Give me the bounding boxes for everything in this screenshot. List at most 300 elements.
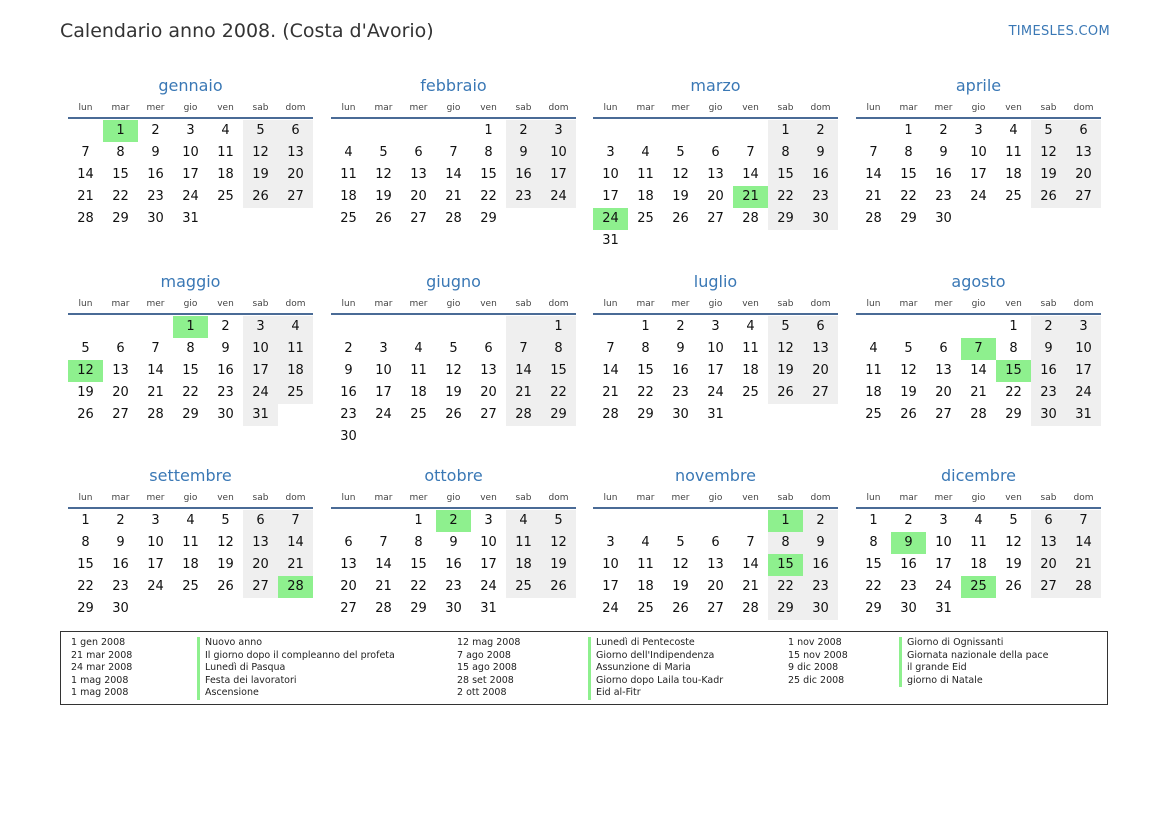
day-cell: 14	[375, 557, 392, 572]
weekday-label: dom	[285, 493, 306, 503]
empty-day-cell	[366, 510, 401, 532]
day-cell: 23	[340, 407, 357, 422]
weekday-label: ven	[742, 103, 759, 113]
weekday-label: mar	[111, 103, 130, 113]
weekday-label: mer	[409, 299, 428, 309]
brand-link[interactable]: TIMESLES.COM	[1008, 24, 1110, 39]
empty-day-cell	[698, 510, 733, 532]
holiday-day-cell: 12	[68, 360, 103, 382]
weekday-label: mar	[374, 299, 393, 309]
day-cell: 25	[637, 211, 654, 226]
day-cell: 27	[1066, 186, 1101, 208]
weekday-label: mar	[899, 493, 918, 503]
weekday-label: sab	[515, 299, 532, 309]
day-cell: 21	[147, 385, 164, 400]
empty-day-cell	[891, 316, 926, 338]
weekday-label: ven	[217, 103, 234, 113]
day-cell: 12	[375, 167, 392, 182]
day-cell: 22	[1005, 385, 1022, 400]
day-cell: 17	[375, 385, 392, 400]
day-cell: 29	[900, 211, 917, 226]
day-cell: 13	[410, 167, 427, 182]
month-maggio	[68, 271, 313, 426]
day-cell: 4	[869, 341, 878, 356]
legend-date-column	[788, 637, 848, 687]
day-cell: 28	[602, 407, 619, 422]
weekday-label: gio	[971, 103, 986, 113]
day-cell: 13	[803, 338, 838, 360]
day-cell: 26	[1005, 579, 1022, 594]
legend-holiday-name: Il giorno dopo il compleanno del profeta	[197, 650, 395, 663]
day-cell: 24	[480, 579, 497, 594]
day-cell: 21	[865, 189, 882, 204]
day-cell: 3	[606, 145, 615, 160]
day-cell: 23	[147, 189, 164, 204]
day-grid	[68, 120, 313, 230]
day-cell: 30	[340, 429, 357, 444]
day-cell: 11	[217, 145, 234, 160]
weekday-label: mer	[671, 493, 690, 503]
weekday-label: ven	[1005, 103, 1022, 113]
weekday-label: lun	[78, 299, 93, 309]
day-cell: 8	[541, 338, 576, 360]
weekday-label: gio	[183, 299, 198, 309]
month-marzo	[593, 75, 838, 252]
month-settembre	[68, 465, 313, 620]
day-cell: 10	[480, 535, 497, 550]
day-cell: 17	[707, 363, 724, 378]
day-cell: 29	[182, 407, 199, 422]
day-cell: 26	[672, 601, 689, 616]
day-cell: 31	[602, 233, 619, 248]
month-gennaio	[68, 75, 313, 230]
legend-holiday-name: Lunedì di Pentecoste	[588, 637, 723, 650]
legend-holiday-name: Festa dei lavoratori	[197, 675, 395, 688]
day-cell: 18	[1005, 167, 1022, 182]
day-cell: 26	[768, 382, 803, 404]
weekday-label: gio	[971, 299, 986, 309]
day-cell: 9	[803, 532, 838, 554]
empty-day-cell	[436, 120, 471, 142]
weekday-label: mer	[934, 493, 953, 503]
empty-day-cell	[628, 120, 663, 142]
day-cell: 4	[278, 316, 313, 338]
day-cell: 2	[344, 341, 353, 356]
day-cell: 12	[768, 338, 803, 360]
day-cell: 27	[707, 601, 724, 616]
day-cell: 22	[182, 385, 199, 400]
day-cell: 22	[480, 189, 497, 204]
weekday-label: dom	[1073, 493, 1094, 503]
day-cell: 20	[410, 189, 427, 204]
day-cell: 5	[1031, 120, 1066, 142]
holiday-day-cell: 9	[891, 532, 926, 554]
day-cell: 15	[480, 167, 497, 182]
day-cell: 16	[803, 554, 838, 576]
month-name: marzo	[690, 76, 741, 95]
day-cell: 13	[480, 363, 497, 378]
day-cell: 11	[637, 167, 654, 182]
day-cell: 18	[410, 385, 427, 400]
weekday-header	[68, 295, 313, 315]
weekday-label: mar	[899, 103, 918, 113]
day-cell: 15	[768, 164, 803, 186]
day-cell: 15	[541, 360, 576, 382]
day-cell: 4	[414, 341, 423, 356]
day-cell: 12	[243, 142, 278, 164]
day-cell: 15	[410, 557, 427, 572]
day-cell: 20	[935, 385, 952, 400]
day-cell: 9	[221, 341, 230, 356]
empty-day-cell	[103, 316, 138, 338]
month-luglio	[593, 271, 838, 426]
day-cell: 14	[742, 167, 759, 182]
month-name: ottobre	[424, 466, 483, 485]
day-cell: 31	[1066, 404, 1101, 426]
day-cell: 16	[112, 557, 129, 572]
day-cell: 5	[449, 341, 458, 356]
day-cell: 28	[970, 407, 987, 422]
day-cell: 22	[768, 186, 803, 208]
weekday-header	[593, 99, 838, 119]
day-cell: 21	[445, 189, 462, 204]
day-cell: 15	[182, 363, 199, 378]
day-cell: 28	[742, 601, 759, 616]
day-cell: 5	[768, 316, 803, 338]
day-cell: 12	[217, 535, 234, 550]
day-cell: 4	[506, 510, 541, 532]
day-cell: 28	[742, 211, 759, 226]
day-cell: 10	[375, 363, 392, 378]
day-cell: 26	[77, 407, 94, 422]
weekday-label: dom	[285, 299, 306, 309]
day-cell: 2	[221, 319, 230, 334]
day-cell: 29	[480, 211, 497, 226]
day-cell: 24	[541, 186, 576, 208]
weekday-label: gio	[183, 103, 198, 113]
weekday-label: sab	[1040, 299, 1057, 309]
day-cell: 8	[484, 145, 493, 160]
day-cell: 13	[112, 363, 129, 378]
day-cell: 21	[375, 579, 392, 594]
day-cell: 6	[711, 535, 720, 550]
day-cell: 27	[278, 186, 313, 208]
day-grid	[331, 120, 576, 230]
day-cell: 19	[375, 189, 392, 204]
day-cell: 17	[541, 164, 576, 186]
empty-day-cell	[733, 510, 768, 532]
day-cell: 21	[278, 554, 313, 576]
day-cell: 4	[641, 535, 650, 550]
day-cell: 18	[182, 557, 199, 572]
empty-day-cell	[856, 120, 891, 142]
legend-date: 21 mar 2008	[71, 649, 133, 661]
day-grid	[68, 510, 313, 620]
day-cell: 11	[182, 535, 199, 550]
day-cell: 21	[506, 382, 541, 404]
empty-day-cell	[698, 120, 733, 142]
day-cell: 17	[602, 579, 619, 594]
weekday-label: mer	[934, 103, 953, 113]
day-cell: 1	[541, 316, 576, 338]
weekday-label: dom	[810, 103, 831, 113]
empty-day-cell	[366, 316, 401, 338]
legend-holiday-name: Lunedì di Pasqua	[197, 662, 395, 675]
day-cell: 27	[803, 382, 838, 404]
empty-day-cell	[331, 120, 366, 142]
day-cell: 24	[970, 189, 987, 204]
day-cell: 11	[970, 535, 987, 550]
weekday-label: sab	[1040, 103, 1057, 113]
weekday-label: sab	[252, 103, 269, 113]
day-grid	[68, 316, 313, 426]
day-cell: 27	[112, 407, 129, 422]
day-cell: 8	[768, 532, 803, 554]
day-cell: 3	[151, 513, 160, 528]
weekday-label: gio	[708, 299, 723, 309]
day-cell: 2	[151, 123, 160, 138]
day-cell: 30	[900, 601, 917, 616]
day-cell: 11	[1005, 145, 1022, 160]
day-cell: 7	[746, 145, 755, 160]
day-cell: 5	[221, 513, 230, 528]
day-cell: 21	[77, 189, 94, 204]
day-cell: 19	[77, 385, 94, 400]
weekday-label: dom	[1073, 103, 1094, 113]
day-cell: 20	[803, 360, 838, 382]
legend-date: 12 mag 2008	[457, 637, 521, 648]
day-cell: 30	[147, 211, 164, 226]
weekday-label: sab	[252, 493, 269, 503]
holiday-day-cell: 24	[593, 208, 628, 230]
day-cell: 17	[182, 167, 199, 182]
day-cell: 19	[243, 164, 278, 186]
day-cell: 26	[541, 576, 576, 598]
empty-day-cell	[68, 316, 103, 338]
day-cell: 25	[182, 579, 199, 594]
day-cell: 1	[1009, 319, 1018, 334]
empty-day-cell	[593, 120, 628, 142]
day-cell: 25	[506, 576, 541, 598]
day-cell: 18	[278, 360, 313, 382]
day-cell: 16	[672, 363, 689, 378]
day-cell: 12	[672, 167, 689, 182]
weekday-label: mer	[146, 493, 165, 503]
legend-date: 28 set 2008	[457, 674, 514, 686]
weekday-label: dom	[548, 299, 569, 309]
day-cell: 23	[672, 385, 689, 400]
day-cell: 1	[414, 513, 423, 528]
day-cell: 8	[904, 145, 913, 160]
holiday-day-cell: 21	[733, 186, 768, 208]
day-cell: 8	[186, 341, 195, 356]
page-title: Calendario anno 2008. (Costa d'Avorio)	[60, 20, 434, 42]
day-grid	[856, 316, 1101, 426]
day-cell: 19	[672, 189, 689, 204]
day-cell: 10	[602, 557, 619, 572]
legend-date: 1 mag 2008	[71, 687, 129, 698]
weekday-label: ven	[480, 103, 497, 113]
weekday-label: mer	[146, 103, 165, 113]
day-cell: 3	[974, 123, 983, 138]
day-cell: 14	[506, 360, 541, 382]
day-cell: 23	[803, 576, 838, 598]
empty-day-cell	[471, 316, 506, 338]
day-cell: 16	[217, 363, 234, 378]
weekday-label: sab	[777, 103, 794, 113]
month-novembre	[593, 465, 838, 620]
month-agosto	[856, 271, 1101, 426]
day-cell: 5	[676, 535, 685, 550]
day-cell: 16	[935, 167, 952, 182]
day-grid	[593, 510, 838, 620]
day-cell: 6	[484, 341, 493, 356]
day-cell: 22	[637, 385, 654, 400]
day-cell: 24	[707, 385, 724, 400]
day-cell: 11	[865, 363, 882, 378]
day-grid	[856, 510, 1101, 620]
month-name: luglio	[693, 272, 738, 291]
day-grid	[593, 120, 838, 252]
day-cell: 14	[742, 557, 759, 572]
day-cell: 14	[278, 532, 313, 554]
weekday-header	[856, 99, 1101, 119]
weekday-label: sab	[252, 299, 269, 309]
empty-day-cell	[593, 510, 628, 532]
day-grid	[856, 120, 1101, 230]
day-cell: 27	[935, 407, 952, 422]
legend-holiday-name: Giorno di Ognissanti	[899, 637, 1049, 650]
day-cell: 2	[803, 120, 838, 142]
day-cell: 26	[243, 186, 278, 208]
legend-name-column	[899, 637, 1049, 687]
day-cell: 23	[445, 579, 462, 594]
day-cell: 8	[869, 535, 878, 550]
day-cell: 10	[707, 341, 724, 356]
day-cell: 29	[1005, 407, 1022, 422]
day-cell: 18	[742, 363, 759, 378]
day-cell: 8	[116, 145, 125, 160]
day-cell: 24	[1066, 382, 1101, 404]
holiday-day-cell: 1	[103, 120, 138, 142]
day-cell: 4	[1009, 123, 1018, 138]
day-cell: 31	[935, 601, 952, 616]
weekday-label: mer	[146, 299, 165, 309]
day-cell: 12	[445, 363, 462, 378]
day-cell: 21	[742, 579, 759, 594]
day-cell: 19	[672, 579, 689, 594]
weekday-label: lun	[603, 103, 618, 113]
day-cell: 30	[217, 407, 234, 422]
weekday-label: ven	[217, 493, 234, 503]
day-cell: 29	[77, 601, 94, 616]
day-cell: 15	[77, 557, 94, 572]
day-cell: 2	[116, 513, 125, 528]
day-cell: 26	[217, 579, 234, 594]
day-cell: 22	[865, 579, 882, 594]
day-cell: 10	[1066, 338, 1101, 360]
day-cell: 25	[742, 385, 759, 400]
day-cell: 3	[243, 316, 278, 338]
empty-day-cell	[138, 316, 173, 338]
weekday-label: mer	[409, 493, 428, 503]
day-cell: 1	[869, 513, 878, 528]
empty-day-cell	[401, 316, 436, 338]
legend-name-column	[588, 637, 723, 700]
day-grid	[331, 316, 576, 448]
day-cell: 23	[1031, 382, 1066, 404]
weekday-label: gio	[708, 103, 723, 113]
day-cell: 20	[707, 189, 724, 204]
day-cell: 19	[1031, 164, 1066, 186]
day-cell: 7	[151, 341, 160, 356]
weekday-header	[593, 489, 838, 509]
legend-holiday-name: giorno di Natale	[899, 675, 1049, 688]
day-cell: 28	[1066, 576, 1101, 598]
day-cell: 15	[900, 167, 917, 182]
legend-holiday-name: Giornata nazionale della pace	[899, 650, 1049, 663]
day-cell: 4	[746, 319, 755, 334]
day-cell: 9	[151, 145, 160, 160]
day-cell: 1	[81, 513, 90, 528]
day-cell: 11	[410, 363, 427, 378]
weekday-label: dom	[548, 493, 569, 503]
holiday-day-cell: 28	[278, 576, 313, 598]
month-name: aprile	[955, 76, 1002, 95]
month-name: agosto	[951, 272, 1006, 291]
day-cell: 20	[1066, 164, 1101, 186]
day-cell: 29	[541, 404, 576, 426]
day-cell: 17	[602, 189, 619, 204]
day-cell: 24	[935, 579, 952, 594]
day-cell: 22	[77, 579, 94, 594]
month-febbraio	[331, 75, 576, 230]
day-cell: 4	[974, 513, 983, 528]
day-cell: 20	[278, 164, 313, 186]
day-cell: 25	[637, 601, 654, 616]
day-cell: 7	[506, 338, 541, 360]
day-cell: 3	[939, 513, 948, 528]
day-cell: 7	[449, 145, 458, 160]
weekday-label: mer	[671, 103, 690, 113]
day-cell: 16	[506, 164, 541, 186]
day-cell: 20	[243, 554, 278, 576]
day-cell: 13	[707, 557, 724, 572]
day-cell: 29	[865, 601, 882, 616]
day-cell: 7	[1066, 510, 1101, 532]
day-grid	[593, 316, 838, 426]
day-cell: 3	[606, 535, 615, 550]
day-cell: 22	[541, 382, 576, 404]
day-cell: 16	[1031, 360, 1066, 382]
month-name: settembre	[149, 466, 232, 485]
weekday-label: mar	[111, 493, 130, 503]
day-cell: 27	[243, 576, 278, 598]
day-cell: 7	[746, 535, 755, 550]
weekday-label: mar	[111, 299, 130, 309]
weekday-header	[331, 295, 576, 315]
weekday-label: sab	[777, 493, 794, 503]
day-cell: 11	[340, 167, 357, 182]
day-cell: 13	[1031, 532, 1066, 554]
holiday-legend	[60, 631, 1108, 705]
day-cell: 28	[147, 407, 164, 422]
month-name: febbraio	[420, 76, 487, 95]
weekday-label: ven	[742, 299, 759, 309]
weekday-header	[331, 99, 576, 119]
legend-holiday-name: Nuovo anno	[197, 637, 395, 650]
day-cell: 25	[340, 211, 357, 226]
